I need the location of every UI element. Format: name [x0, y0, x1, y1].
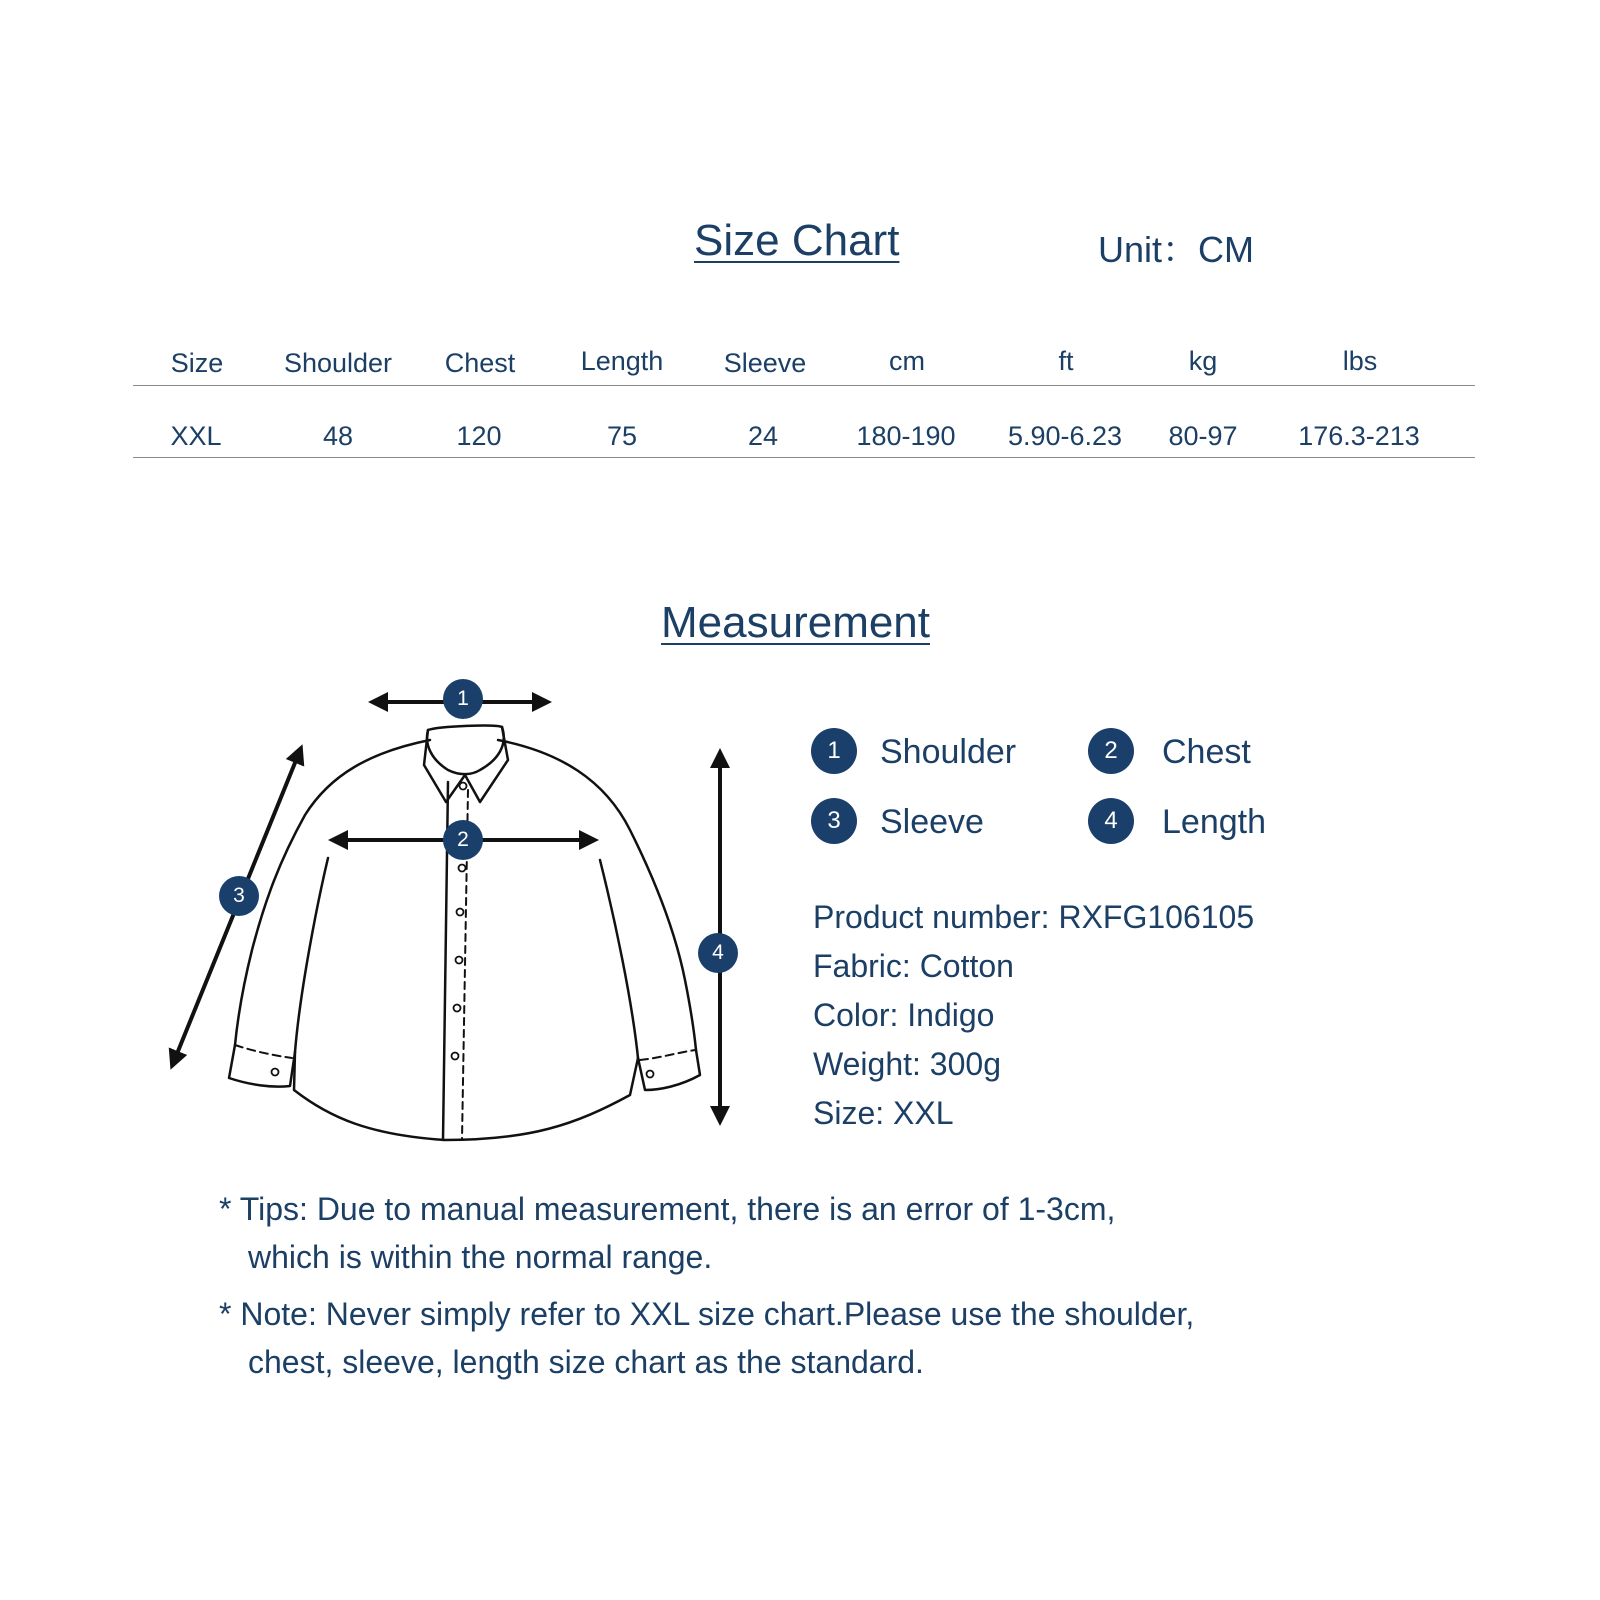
cell-lbs: 176.3-213	[1298, 421, 1420, 451]
note-line-1: * Note: Never simply refer to XXL size chart.Please use the shoulder,	[219, 1296, 1195, 1332]
diagram-marker-1: 1	[443, 679, 483, 719]
size-note	[219, 1290, 1194, 1386]
cell-size: XXL	[170, 421, 222, 451]
product-fabric: Fabric: Cotton	[813, 948, 1014, 984]
cell-shoulder: 48	[322, 421, 354, 451]
header-ft: ft	[1058, 346, 1074, 376]
legend-badge-4: 4	[1088, 798, 1134, 844]
product-weight: Weight: 300g	[813, 1046, 1001, 1082]
header-chest: Chest	[444, 348, 516, 378]
cell-cm: 180-190	[856, 421, 956, 451]
legend-badge-2: 2	[1088, 728, 1134, 774]
cell-sleeve: 24	[747, 421, 779, 451]
cell-ft: 5.90-6.23	[1007, 421, 1123, 451]
tips-line-1: * Tips: Due to manual measurement, there is an error of 1-3cm,	[219, 1191, 1116, 1227]
header-size: Size	[170, 348, 224, 378]
header-shoulder: Shoulder	[283, 348, 393, 378]
diagram-marker-2: 2	[443, 820, 483, 860]
diagram-marker-3: 3	[219, 876, 259, 916]
measurement-title: Measurement	[661, 598, 931, 647]
legend-badge-3: 3	[811, 798, 857, 844]
diagram-marker-4: 4	[698, 933, 738, 973]
product-color: Color: Indigo	[813, 997, 995, 1033]
header-lbs: lbs	[1342, 346, 1378, 376]
legend-label-chest: Chest	[1162, 733, 1251, 771]
cell-length: 75	[606, 421, 638, 451]
product-size: Size: XXL	[813, 1095, 954, 1131]
tips-line-2: which is within the normal range.	[248, 1239, 713, 1275]
header-cm: cm	[889, 346, 925, 376]
unit-label: Unit：CM	[1098, 229, 1255, 270]
size-chart-title: Size Chart	[694, 216, 900, 265]
header-length: Length	[580, 346, 664, 376]
cell-kg: 80-97	[1168, 421, 1238, 451]
legend-label-length: Length	[1162, 803, 1266, 841]
tips-note	[219, 1185, 1115, 1281]
header-sleeve: Sleeve	[723, 348, 807, 378]
legend-badge-1: 1	[811, 728, 857, 774]
product-number: Product number: RXFG106105	[813, 899, 1255, 935]
legend-label-sleeve: Sleeve	[880, 803, 984, 841]
legend-label-shoulder: Shoulder	[880, 733, 1017, 771]
product-info	[813, 893, 1254, 1138]
cell-chest: 120	[456, 421, 502, 451]
header-kg: kg	[1188, 346, 1218, 376]
note-line-2: chest, sleeve, length size chart as the standard.	[248, 1344, 924, 1380]
